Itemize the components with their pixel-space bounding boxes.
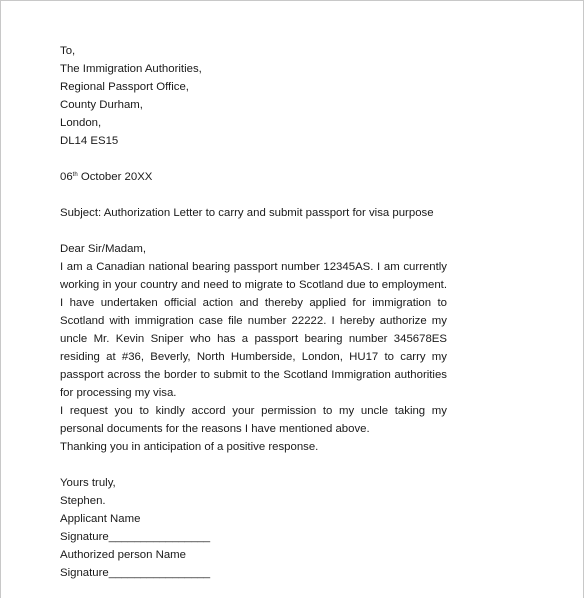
recipient-line: The Immigration Authorities, <box>60 63 202 75</box>
closing: Yours truly, <box>60 477 116 489</box>
body-paragraph: I request you to kindly accord your permission to my uncle taking my personal documents for the reasons I have mentioned above. <box>60 405 447 435</box>
signer-name: Stephen. <box>60 495 106 507</box>
authorized-person-label: Authorized person Name <box>60 549 186 561</box>
spacer <box>60 150 447 168</box>
recipient-line: DL14 ES15 <box>60 135 119 147</box>
thanks-line: Thanking you in anticipation of a positive response. <box>60 441 319 453</box>
recipient-line: County Durham, <box>60 99 143 111</box>
spacer <box>60 222 447 240</box>
recipient-line: London, <box>60 117 102 129</box>
date-rest: October 20XX <box>77 171 153 183</box>
subject-line: Subject: Authorization Letter to carry and submit passport for visa purpose <box>60 207 434 219</box>
recipient-address <box>60 42 447 150</box>
body-paragraph: I am a Canadian national bearing passport number 12345AS. I am currently working in your country and need to migrate to Scotland due to employment. I have undertaken official action and thereby applied for immigration to Scotland with immigration case file number 22222. I hereby authorize my uncle Mr. Kevin Sniper who has a passport bearing number 345678ES residing at #36, Beverly, North Humberside, London, HU17 to carry my passport across the border to submit to the Scotland Immigration authorities for processing my visa. <box>60 261 447 399</box>
letter-date <box>60 168 447 186</box>
recipient-line: To, <box>60 45 76 57</box>
spacer <box>60 456 447 474</box>
spacer <box>60 186 447 204</box>
letter-body <box>60 42 447 582</box>
date-day: 06 <box>60 171 73 183</box>
recipient-line: Regional Passport Office, <box>60 81 189 93</box>
applicant-name-label: Applicant Name <box>60 513 141 525</box>
signature-line: Signature________________ <box>60 531 211 543</box>
signature-line: Signature________________ <box>60 567 211 579</box>
salutation: Dear Sir/Madam, <box>60 243 147 255</box>
date-suffix: th <box>72 172 78 178</box>
